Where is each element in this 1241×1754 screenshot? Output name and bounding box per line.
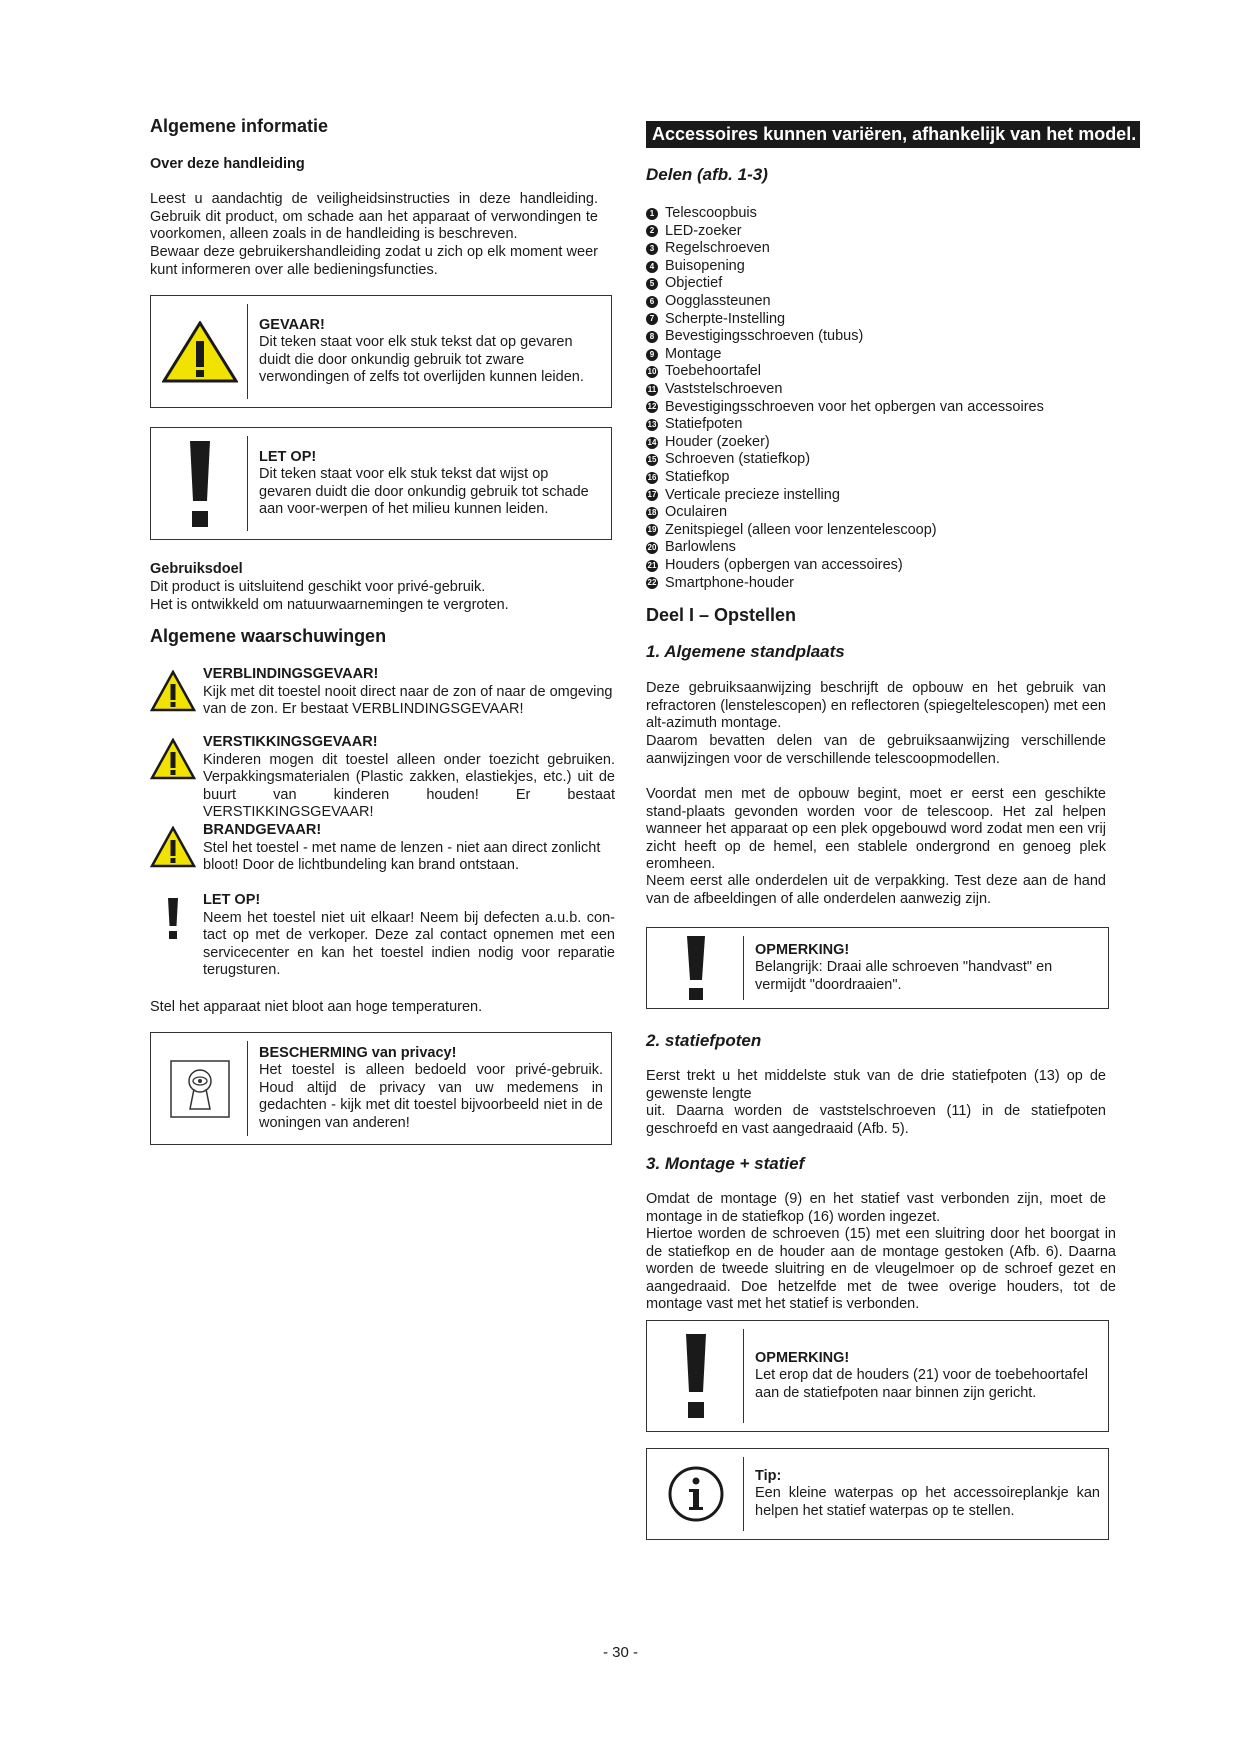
warning-disassembly [150, 892, 615, 980]
part-label: Barlowlens [665, 539, 736, 556]
warning-triangle-icon [150, 738, 196, 780]
part-label: Smartphone-houder [665, 574, 794, 591]
parts-list-item [646, 346, 1044, 364]
part-label: Statiefpoten [665, 416, 743, 433]
caution-title: LET OP! [259, 448, 317, 465]
part-label: Vaststelschroeven [665, 380, 783, 397]
number-bullet-icon: 21 [647, 560, 657, 570]
warning-triangle-icon [150, 670, 196, 712]
part-label: Oculairen [665, 504, 728, 521]
warning-disassembly-text: Neem het toestel niet uit elkaar! Neem bij defecten a.u.b. con-tact op met de verkoper. Deze zal contact opnemen met een servicecenter en kan het toestel indien nodig voor reparatie terugsturen. [203, 909, 615, 978]
warning-suffocation-text: Kinderen mogen dit toestel alleen onder toezicht gebruiken. Verpakkingsmaterialen (Plastic zakken, elastiekjes, etc.) uit de buurt van kinderen houden! Er bestaat VERSTIKKINGSGEVAAR! [203, 751, 615, 820]
part-label: Toebehoortafel [665, 363, 761, 380]
number-bullet-icon: 19 [647, 525, 657, 535]
warning-fire [150, 822, 615, 872]
remark-holders-title: OPMERKING! [755, 1349, 850, 1366]
number-bullet-icon: 8 [646, 331, 658, 343]
parts-list-item [646, 311, 1044, 329]
exclamation-icon [150, 898, 196, 940]
remark-screws-text: Belangrijk: Draai alle schroeven "handvast" en vermijdt "doordraaien". [755, 959, 1053, 993]
number-bullet-icon: 15 [647, 455, 657, 465]
part-label: Zenitspiegel (alleen voor lenzentelescoop) [665, 521, 937, 538]
part-label: Statiefkop [665, 468, 730, 485]
parts-list-item [646, 504, 1044, 522]
parts-list-item [646, 574, 1044, 592]
parts-list-item [646, 205, 1044, 223]
number-bullet-icon: 14 [647, 437, 657, 447]
danger-text: Dit teken staat voor elk stuk tekst dat op gevaren duidt die door onkundig gebruik tot zware verwondingen of zelfs tot overlijden kunnen leiden. [259, 334, 584, 385]
location-paragraph-3: Voordat men met de opbouw begint, moet er eerst een geschikte stand-plaats gevonden worden voor de telescoop. Het zal helpen wanneer het apparaat op een plek opgebouwd word zodat men een vrij zicht heeft op de hemel, een stablele ondergrond en genoeg plek eromheen. [646, 786, 1106, 872]
exclamation-icon [151, 428, 249, 539]
number-bullet-icon: 5 [646, 278, 658, 290]
heading-intended-use: Gebruiksdoel [150, 561, 243, 577]
warning-disassembly-title: LET OP! [203, 892, 261, 908]
tripod-legs-paragraph: Eerst trekt u het middelste stuk van de drie statiefpoten (13) op de gewenste lengte [646, 1068, 1106, 1102]
intended-use-text-2: Het is ontwikkeld om natuurwaarnemingen te vergroten. [150, 597, 509, 613]
privacy-title: BESCHERMING van privacy! [259, 1044, 457, 1061]
mount-paragraph-1: Omdat de montage (9) en het statief vast verbonden zijn, moet de montage in de statiefkop (16) worden ingezet. [646, 1191, 1106, 1225]
warning-blinding [150, 666, 615, 716]
parts-list-item [646, 381, 1044, 399]
part-label: Objectief [665, 275, 723, 292]
caution-box [150, 427, 612, 540]
tip-text: Een kleine waterpas op het accessoireplankje kan helpen het statief waterpas op te stellen. [755, 1485, 1100, 1519]
intended-use-text: Dit product is uitsluitend geschikt voor privé-gebruik. [150, 579, 486, 595]
number-bullet-icon: 20 [647, 543, 657, 553]
parts-list-item [646, 434, 1044, 452]
tip-box [646, 1448, 1109, 1540]
part-label: Houders (opbergen van accessoires) [665, 556, 903, 573]
location-paragraph-1: Deze gebruiksaanwijzing beschrijft de opbouw en het gebruik van refractoren (lenstelescopen) en reflectoren (spiegeltelescopen) met een alt-azimuth montage. [646, 680, 1106, 731]
parts-list-item [646, 275, 1044, 293]
parts-list-item [646, 240, 1044, 258]
number-bullet-icon: 17 [647, 490, 657, 500]
tripod-legs-paragraph-2: uit. Daarna worden de vaststelschroeven (11) in de statiefpoten geschroefd en vast aangedraaid (Afb. 5). [646, 1103, 1106, 1137]
heading-about-manual: Over deze handleiding [150, 156, 305, 172]
number-bullet-icon: 4 [646, 261, 658, 273]
heading-part-one: Deel I – Opstellen [646, 605, 797, 625]
privacy-text: Het toestel is alleen bedoeld voor privé-gebruik. Houd altijd de privacy van uw medemens in gedachten - kijk met dit toestel bijvoorbeeld niet in de woningen van anderen! [259, 1062, 603, 1131]
exclamation-icon [647, 1321, 745, 1431]
parts-list-item [646, 557, 1044, 575]
remark-box-screws [646, 927, 1109, 1009]
number-bullet-icon: 2 [646, 225, 658, 237]
number-bullet-icon: 10 [647, 367, 657, 377]
temperature-note: Stel het apparaat niet bloot aan hoge temperaturen. [150, 999, 483, 1015]
remark-box-holders [646, 1320, 1109, 1432]
part-label: Buisopening [665, 257, 745, 274]
warning-suffocation [150, 734, 615, 820]
warning-blinding-text: Kijk met dit toestel nooit direct naar de zon of naar de omgeving van de zon. Er bestaat VERBLINDINGSGEVAAR! [203, 683, 613, 717]
remark-screws-title: OPMERKING! [755, 941, 850, 958]
part-label: Bevestigingsschroeven (tubus) [665, 328, 864, 345]
heading-parts: Delen (afb. 1-3) [646, 165, 768, 184]
parts-list-item [646, 469, 1044, 487]
warning-fire-title: BRANDGEVAAR! [203, 822, 322, 838]
danger-title: GEVAAR! [259, 316, 325, 333]
parts-list-item [646, 223, 1044, 241]
number-bullet-icon: 18 [647, 507, 657, 517]
number-bullet-icon: 11 [647, 384, 657, 394]
number-bullet-icon: 16 [647, 472, 657, 482]
heading-general-warnings: Algemene waarschuwingen [150, 626, 387, 646]
parts-list-item [646, 399, 1044, 417]
parts-list-item [646, 487, 1044, 505]
exclamation-icon [647, 928, 745, 1008]
location-paragraph-4: Neem eerst alle onderdelen uit de verpakking. Test deze aan de hand van de afbeeldingen of alle onderdelen aanwezig zijn. [646, 873, 1106, 907]
parts-list-item [646, 328, 1044, 346]
parts-list-item [646, 451, 1044, 469]
parts-list-item [646, 539, 1044, 557]
part-label: Regelschroeven [665, 240, 770, 257]
page-number: - 30 - [602, 1644, 638, 1661]
heading-general-info: Algemene informatie [150, 116, 329, 136]
tip-title: Tip: [755, 1467, 782, 1484]
parts-list-item [646, 293, 1044, 311]
part-label: Montage [665, 345, 722, 362]
warning-triangle-icon [150, 826, 196, 868]
parts-list-item [646, 363, 1044, 381]
location-paragraph-2: Daarom bevatten delen van de gebruiksaanwijzing verschillende aanwijzingen voor de verschillende telescoopmodellen. [646, 733, 1106, 767]
warning-triangle-icon [151, 296, 249, 407]
part-label: Verticale precieze instelling [665, 486, 840, 503]
parts-list-item [646, 522, 1044, 540]
privacy-keyhole-icon [151, 1033, 249, 1144]
parts-list-item [646, 258, 1044, 276]
part-label: LED-zoeker [665, 222, 742, 239]
mount-paragraph-2: Hiertoe worden de schroeven (15) met een sluitring door het boorgat in de statiefkop en de houder aan de montage gestoken (Afb. 6). Daarna worden de tweede sluitring en de vleugelmoer op de schroef gezet en aangedraaid. Doe hetzelfde met de twee overige houders, tot de montage vast met het statief is verbonden. [646, 1226, 1116, 1312]
part-label: Telescoopbuis [665, 205, 757, 222]
warning-blinding-title: VERBLINDINGSGEVAAR! [203, 666, 379, 682]
accessories-banner: Accessoires kunnen variëren, afhankelijk van het model. [646, 121, 1140, 148]
danger-box [150, 295, 612, 408]
part-label: Houder (zoeker) [665, 433, 770, 450]
caution-text: Dit teken staat voor elk stuk tekst dat wijst op gevaren duidt die door onkundig gebruik tot schade aan voor-werpen of het milieu kunnen leiden. [259, 466, 589, 517]
part-label: Oogglassteunen [665, 293, 771, 310]
heading-tripod-legs: 2. statiefpoten [646, 1031, 762, 1050]
number-bullet-icon: 3 [646, 243, 658, 255]
part-label: Schroeven (statiefkop) [665, 451, 811, 468]
number-bullet-icon: 1 [646, 208, 658, 220]
number-bullet-icon: 13 [647, 419, 657, 429]
about-paragraph-2: Bewaar deze gebruikershandleiding zodat u zich op elk moment weer kunt informeren over alle bedieningsfuncties. [150, 244, 598, 278]
info-icon [647, 1449, 745, 1539]
parts-list-item [646, 416, 1044, 434]
number-bullet-icon: 12 [647, 402, 657, 412]
warning-suffocation-title: VERSTIKKINGSGEVAAR! [203, 734, 378, 750]
privacy-box [150, 1032, 612, 1145]
number-bullet-icon: 22 [647, 578, 657, 588]
warning-fire-text: Stel het toestel - met name de lenzen - niet aan direct zonlicht bloot! Door de lichtbundeling kan brand ontstaan. [203, 839, 601, 873]
part-label: Bevestigingsschroeven voor het opbergen van accessoires [665, 398, 1044, 415]
remark-holders-text: Let erop dat de houders (21) voor de toebehoortafel aan de statiefpoten naar binnen zijn gericht. [755, 1367, 1088, 1401]
parts-list [646, 205, 1044, 592]
heading-mount-tripod: 3. Montage + statief [646, 1154, 805, 1173]
number-bullet-icon: 9 [646, 349, 658, 361]
about-paragraph: Leest u aandachtig de veiligheidsinstructies in deze handleiding. Gebruik dit product, om schade aan het apparaat of verwondingen te voorkomen, alleen zoals in de handleiding is beschreven. [150, 191, 598, 242]
heading-general-location: 1. Algemene standplaats [646, 642, 845, 661]
number-bullet-icon: 7 [646, 313, 658, 325]
number-bullet-icon: 6 [646, 296, 658, 308]
part-label: Scherpte-Instelling [665, 310, 786, 327]
